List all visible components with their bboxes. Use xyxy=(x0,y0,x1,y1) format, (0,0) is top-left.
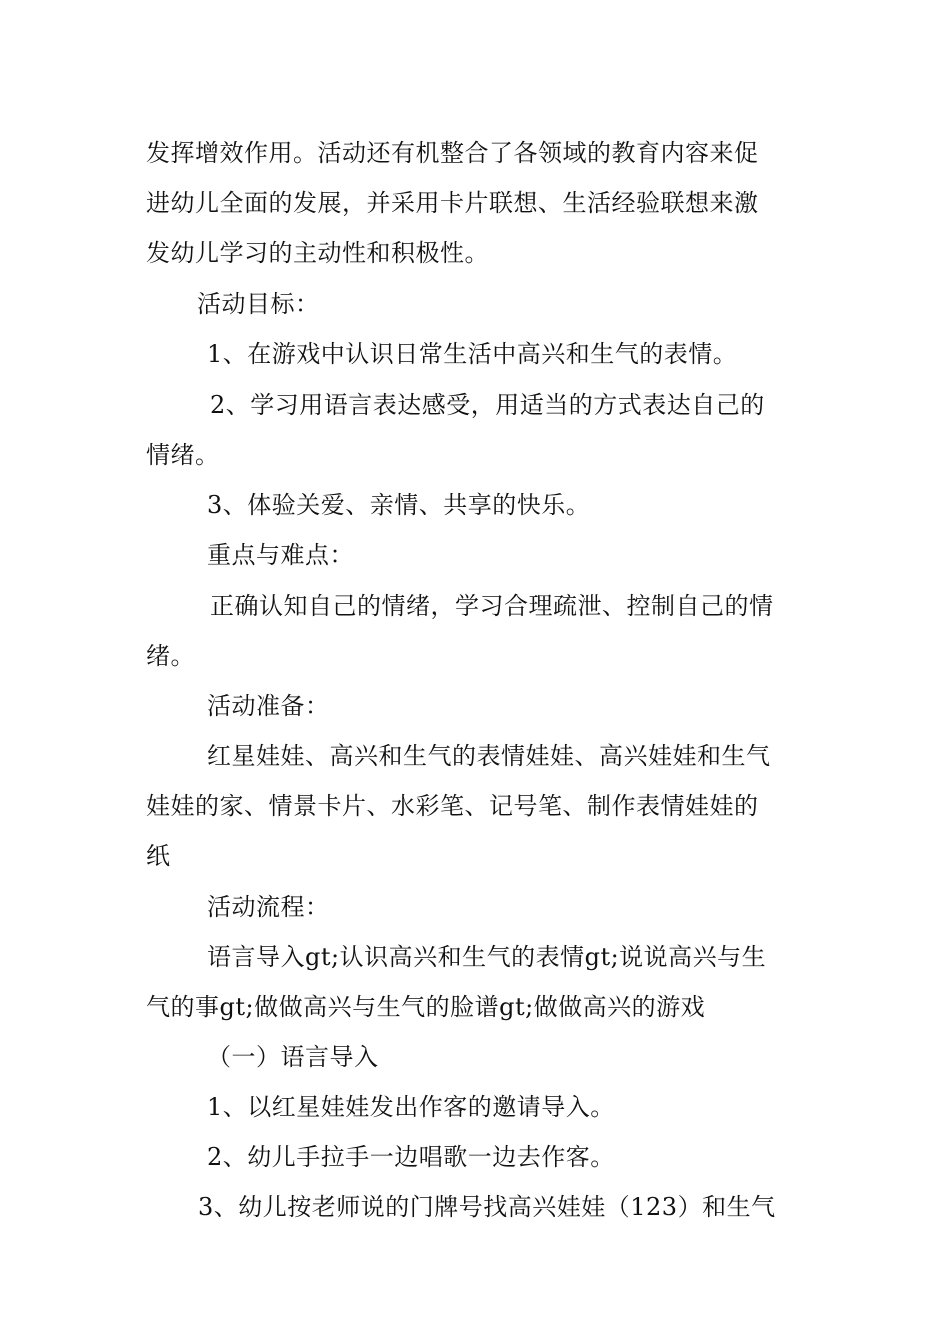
paragraph-line: 气的事gt;做做高兴与生气的脸谱gt;做做高兴的游戏 xyxy=(146,993,706,1021)
list-item: 3、幼儿按老师说的门牌号找高兴娃娃（123）和生气 xyxy=(198,1193,776,1221)
paragraph-line: 发挥增效作用。活动还有机整合了各领域的教育内容来促 xyxy=(146,139,759,167)
paragraph-line: 进幼儿全面的发展，并采用卡片联想、生活经验联想来激 xyxy=(146,189,759,217)
paragraph-line: 红星娃娃、高兴和生气的表情娃娃、高兴娃娃和生气 xyxy=(207,742,771,770)
list-item: 3、体验关爱、亲情、共享的快乐。 xyxy=(207,491,591,519)
list-item: 2、幼儿手拉手一边唱歌一边去作客。 xyxy=(207,1143,615,1171)
paragraph-line: 正确认知自己的情绪，学习合理疏泄、控制自己的情 xyxy=(210,592,774,620)
section-heading: 活动目标： xyxy=(197,290,320,318)
paragraph-line: 绪。 xyxy=(146,642,195,670)
section-heading: 重点与难点： xyxy=(207,541,354,569)
list-item: 2、学习用语言表达感受，用适当的方式表达自己的 xyxy=(210,391,765,419)
paragraph-line: 语言导入gt;认识高兴和生气的表情gt;说说高兴与生 xyxy=(207,943,767,971)
paragraph-line: 纸 xyxy=(146,842,171,870)
paragraph-line: 发幼儿学习的主动性和积极性。 xyxy=(146,239,489,267)
list-item: 1、在游戏中认识日常生活中高兴和生气的表情。 xyxy=(207,340,738,368)
paragraph-line: 娃娃的家、情景卡片、水彩笔、记号笔、制作表情娃娃的 xyxy=(146,792,759,820)
subsection-heading: （一）语言导入 xyxy=(207,1043,379,1071)
section-heading: 活动流程： xyxy=(207,893,330,921)
section-heading: 活动准备： xyxy=(207,692,330,720)
list-item: 1、以红星娃娃发出作客的邀请导入。 xyxy=(207,1093,615,1121)
paragraph-line: 情绪。 xyxy=(146,441,220,469)
